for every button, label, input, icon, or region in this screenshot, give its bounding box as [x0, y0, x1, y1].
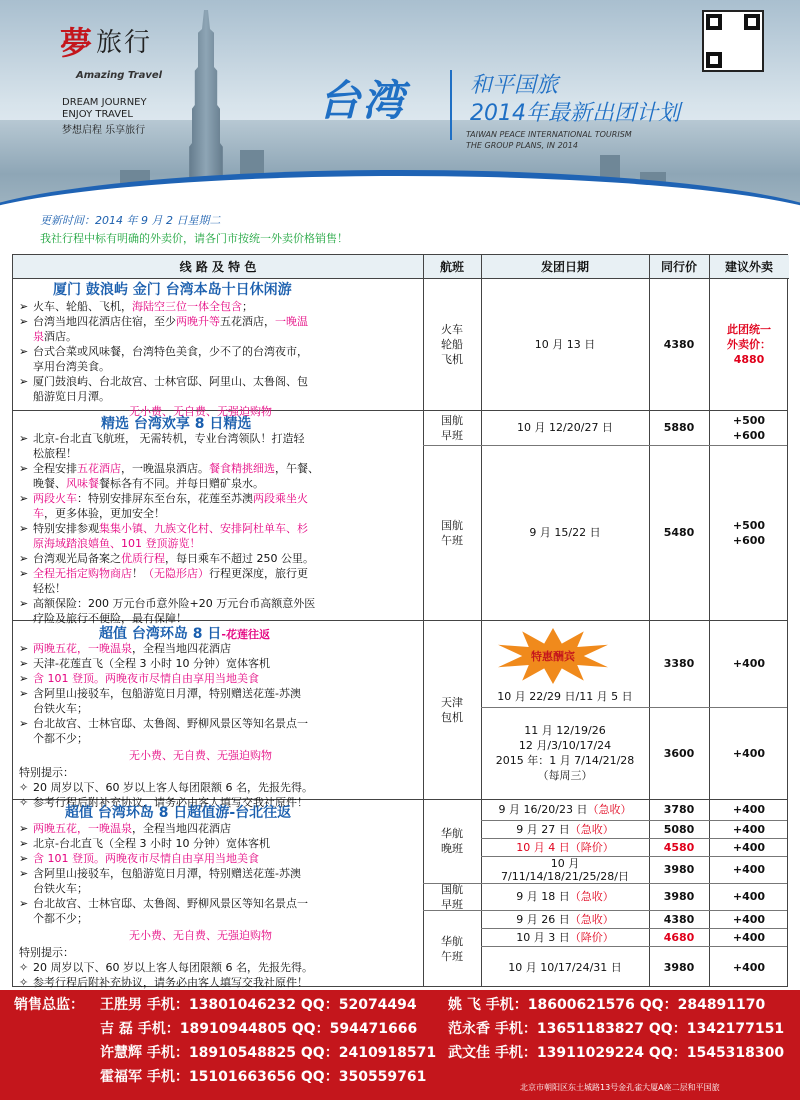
- contact-row: 武文佳 手机：13911029224 QQ：1545318300: [448, 1045, 785, 1061]
- route-4-dates-2: 9 月 27 日 （急收）: [516, 822, 614, 836]
- route-2-dates-2: 9 月 15/22 日: [529, 526, 601, 539]
- feature-line: ➢ 含阿里山接驳车，包船游览日月潭，特别赠送花莲-苏澳: [19, 687, 301, 700]
- tour-table: [12, 254, 788, 987]
- col-header-price: 同行价: [649, 255, 709, 279]
- col-header-flight: 航班: [423, 255, 481, 279]
- feature-line: ➢ 北京-台北直飞（全程 3 小时 10 分钟）宽体客机: [19, 837, 270, 850]
- feature-line: ➢ 两晚五花，一晚温泉，全程当地四花酒店: [19, 642, 231, 655]
- title-plan: 2014年最新出团计划: [470, 101, 680, 126]
- diamond-icon: ✧: [19, 961, 29, 974]
- title-region: 台湾: [318, 76, 407, 125]
- bullet-icon: ➢: [19, 552, 29, 565]
- route-3-tag: 无小费、无自费、无强迫购物: [129, 749, 272, 762]
- route-3-dates-1: 10 月 22/29 日/11 月 5 日: [497, 689, 633, 703]
- feature-line: ➢ 台北故宫、士林官邸、太鲁阁、野柳风景区等知名景点一: [19, 897, 308, 910]
- route-1-tag: 无小费、无自费、无强迫购物: [129, 405, 272, 418]
- route-2-price-1: 5880: [663, 421, 695, 434]
- feature-line: ➢ 含 101 登顶。两晚夜市尽情自由享用当地美食: [19, 852, 259, 865]
- route-4-sale-1: +400: [732, 803, 766, 816]
- route-3-price-2: 3600: [663, 746, 695, 760]
- bullet-icon: ➢: [19, 315, 29, 328]
- route-3-dates-2: 11 月 12/19/26 12 月/3/10/17/24 2015 年：1 月 7/14/21/28 （每周三）: [495, 724, 635, 782]
- route-1-title: 厦门 鼓浪屿 金门 台湾本岛十日休闲游: [53, 282, 292, 298]
- bullet-icon: ➢: [19, 432, 29, 445]
- route-3-sale-1: +400: [732, 657, 766, 670]
- route-2-title: 精选 台湾欢享 8 日精选: [101, 416, 252, 432]
- bullet-icon: ➢: [19, 672, 29, 685]
- route-2-sale-1: +500 +600: [732, 413, 766, 442]
- feature-line: ➢ 两晚五花，一晚温泉，全程当地四花酒店: [19, 822, 231, 835]
- promo-label: 特惠酬宾: [531, 650, 575, 663]
- feature-line: ➢ 全程安排五花酒店，一晚温泉酒店。餐食精挑细选，午餐、: [19, 462, 319, 475]
- route-4-price-4: 3980: [663, 863, 695, 876]
- bullet-icon: ➢: [19, 642, 29, 655]
- feature-line: ➢ 天津-花莲直飞（全程 3 小时 10 分钟）宽体客机: [19, 657, 270, 670]
- route-2-flight-1: 国航 早班: [441, 413, 463, 442]
- qr-code-icon: [702, 10, 764, 72]
- route-3-features: [19, 641, 419, 810]
- update-time: 更新时间：2014 年 9 月 2 日星期二: [40, 214, 221, 227]
- qr-corner: [706, 52, 722, 68]
- route-4-dates-5: 9 月 18 日 （急收）: [516, 890, 614, 903]
- route-4-price-1: 3780: [663, 803, 695, 816]
- route-4-sale-4: +400: [732, 863, 766, 876]
- feature-line: ➢ 全程无指定购物商店！（无隐形店）行程更深度，旅行更: [19, 567, 308, 580]
- company-address: 北京市朝阳区东土城路13号金孔雀大厦A座二层和平国旅: [520, 1083, 720, 1092]
- route-4-dates-6: 9 月 26 日 （急收）: [516, 912, 614, 926]
- bullet-icon: ➢: [19, 462, 29, 475]
- route-4-sale-8: +400: [732, 960, 766, 974]
- route-4-sale-2: +400: [732, 822, 766, 836]
- route-4-price-5: 3980: [663, 890, 695, 903]
- route-4-price-3: 4580: [663, 840, 695, 854]
- route-4-special-label: 特别提示：: [19, 946, 74, 959]
- special-line: ✧ 20 周岁以下、60 岁以上客人每团限额 6 名，先报先得。: [19, 961, 313, 974]
- qr-corner: [744, 14, 760, 30]
- feature-line: ➢ 火车、轮船、飞机，海陆空三位一体全包含；: [19, 300, 253, 313]
- feature-line: 原海域踏浪嬉鱼、101 登顶游览！: [33, 537, 201, 550]
- contact-row: 姚 飞 手机：18600621576 QQ：284891170: [448, 997, 766, 1013]
- director-label: 销售总监：: [14, 997, 84, 1013]
- feature-line: 疗险及旅行不便险，最有保障！: [33, 612, 187, 625]
- route-3-flight: 天津 包机: [441, 695, 463, 724]
- logo-text: 旅行: [96, 28, 153, 58]
- route-2-sale-2: +500 +600: [732, 518, 766, 547]
- diamond-icon: ✧: [19, 781, 29, 794]
- route-4-sale-3: +400: [732, 840, 766, 854]
- col-header-dates: 发团日期: [481, 255, 649, 279]
- feature-line: 晚餐、风味餐餐标各有不同。并每日赠矿泉水。: [33, 477, 264, 490]
- route-1-features: [19, 299, 419, 419]
- feature-line: 车，更多体验，更加安全！: [33, 507, 165, 520]
- route-4-tag: 无小费、无自费、无强迫购物: [129, 929, 272, 942]
- route-4-price-8: 3980: [663, 960, 695, 974]
- route-4-flight-1: 华航 晚班: [441, 827, 463, 855]
- col-header-route: 线 路 及 特 色: [13, 255, 423, 279]
- feature-line: ➢ 北京-台北直飞航班， 无需转机，专业台湾领队！打造轻: [19, 432, 305, 445]
- tagline-en-2: ENJOY TRAVEL: [62, 109, 133, 120]
- route-4-dates-3: 10 月 4 日 （降价）: [516, 840, 614, 854]
- feature-line: ➢ 台湾当地四花酒店住宿，至少两晚升等五花酒店，一晚温: [19, 315, 308, 328]
- route-4-sale-6: +400: [732, 912, 766, 926]
- route-3-sale-2: +400: [732, 746, 766, 760]
- route-3-price-1: 3380: [663, 657, 695, 670]
- diamond-icon: ✧: [19, 796, 29, 809]
- bullet-icon: ➢: [19, 492, 29, 505]
- bullet-icon: ➢: [19, 837, 29, 850]
- route-4-price-6: 4380: [663, 912, 695, 926]
- contact-row: 吉 磊 手机：18910944805 QQ：594471666: [100, 1021, 418, 1037]
- feature-line: 船游览日月潭。: [33, 390, 110, 403]
- special-line: ✧ 参考行程后附补充协议，请务必由客人填写交我社原件！: [19, 796, 308, 809]
- taipei-101-tower: [186, 10, 226, 200]
- feature-line: ➢ 厦门鼓浪屿、台北故宫、士林官邸、阿里山、太鲁阁、包: [19, 375, 308, 388]
- feature-line: 享用台湾美食。: [33, 360, 110, 373]
- bullet-icon: ➢: [19, 717, 29, 730]
- bullet-icon: ➢: [19, 597, 29, 610]
- feature-line: ➢ 含 101 登顶。两晚夜市尽情自由享用当地美食: [19, 672, 259, 685]
- route-4-dates-1: 9 月 16/20/23 日 （急收）: [498, 803, 632, 816]
- route-3-title: 超值 台湾环岛 8 日-花莲往返: [99, 626, 270, 642]
- feature-line: ➢ 特别安排参观集集小镇、九族文化村、安排阿杜单车、杉: [19, 522, 308, 535]
- feature-line: 松旅程！: [33, 447, 77, 460]
- contact-row: 范永香 手机：13651183827 QQ：1342177151: [448, 1021, 785, 1037]
- qr-corner: [706, 14, 722, 30]
- route-2-price-2: 5480: [663, 526, 695, 539]
- route-4-price-7: 4680: [663, 930, 695, 944]
- title-company: 和平国旅: [470, 73, 559, 98]
- feature-line: 泉酒店。: [33, 330, 77, 343]
- tagline-cn: 梦想启程 乐享旅行: [62, 125, 146, 136]
- route-3-special-label: 特别提示：: [19, 766, 74, 779]
- feature-line: ➢ 两段火车：特别安排屏东至台东，花莲至苏澳两段乘坐火: [19, 492, 308, 505]
- logo-english: Amazing Travel: [76, 70, 163, 81]
- route-1-flight: 火车 轮船 飞机: [441, 323, 463, 366]
- bullet-icon: ➢: [19, 522, 29, 535]
- feature-line: ➢ 台湾观光局备案之优质行程，每日乘车不超过 250 公里。: [19, 552, 314, 565]
- price-notice: 我社行程中标有明确的外卖价，请各门市按统一外卖价格销售！: [40, 232, 348, 245]
- route-4-dates-7: 10 月 3 日 （降价）: [516, 930, 614, 944]
- title-divider: [450, 70, 452, 140]
- feature-line: ➢ 台北故宫、士林官邸、太鲁阁、野柳风景区等知名景点一: [19, 717, 308, 730]
- bullet-icon: ➢: [19, 567, 29, 580]
- route-4-title: 超值 台湾环岛 8 日超值游-台北往返: [65, 805, 292, 821]
- bullet-icon: ➢: [19, 897, 29, 910]
- bullet-icon: ➢: [19, 375, 29, 388]
- route-2-features: [19, 431, 419, 626]
- feature-line: ➢ 含阿里山接驳车，包船游览日月潭，特别赠送花莲-苏澳: [19, 867, 301, 880]
- route-4-price-2: 5080: [663, 822, 695, 836]
- route-4-sale-7: +400: [732, 930, 766, 944]
- bullet-icon: ➢: [19, 657, 29, 670]
- contact-row: 王胜男 手机：13801046232 QQ：52074494: [100, 997, 417, 1013]
- route-4-features: [19, 821, 419, 990]
- contact-row: 许慧辉 手机：18910548825 QQ：2410918571: [100, 1045, 437, 1061]
- feature-line: 个都不少；: [33, 732, 88, 745]
- route-2-flight-2: 国航 午班: [441, 518, 463, 547]
- bullet-icon: ➢: [19, 687, 29, 700]
- feature-line: 台铁火车；: [33, 882, 88, 895]
- bullet-icon: ➢: [19, 345, 29, 358]
- special-line: ✧ 20 周岁以下、60 岁以上客人每团限额 6 名，先报先得。: [19, 781, 313, 794]
- feature-line: ➢ 台式合菜或风味餐，台湾特色美食，少不了的台湾夜市，: [19, 345, 308, 358]
- route-1-dates: 10 月 13 日: [534, 338, 596, 351]
- route-4-sale-5: +400: [732, 890, 766, 903]
- bullet-icon: ➢: [19, 300, 29, 313]
- special-line: ✧ 参考行程后附补充协议，请务必由客人填写交我社原件！: [19, 976, 308, 989]
- route-4-dates-4: 10 月 7/11/14/18/21/25/28/日: [501, 856, 629, 883]
- tagline-en-1: DREAM JOURNEY: [62, 97, 147, 108]
- feature-line: 轻松！: [33, 582, 66, 595]
- logo-icon: 夢: [60, 24, 93, 62]
- route-1-sale: 此团统一 外卖价： 4880: [727, 323, 771, 366]
- title-en-2: THE GROUP PLANS, IN 2014: [466, 141, 578, 150]
- title-en-1: TAIWAN PEACE INTERNATIONAL TOURISM: [466, 130, 632, 139]
- route-1-price: 4380: [663, 338, 695, 351]
- route-4-dates-8: 10 月 10/17/24/31 日: [508, 960, 622, 974]
- feature-line: 个都不少；: [33, 912, 88, 925]
- feature-line: 台铁火车；: [33, 702, 88, 715]
- feature-line: ➢ 高额保险：200 万元台币意外险+20 万元台币高额意外医: [19, 597, 316, 610]
- contact-row: 霍福军 手机：15101663656 QQ：350559761: [100, 1069, 427, 1085]
- bullet-icon: ➢: [19, 852, 29, 865]
- route-4-flight-2: 国航 早班: [441, 882, 463, 911]
- route-2-dates-1: 10 月 12/20/27 日: [517, 421, 613, 434]
- diamond-icon: ✧: [19, 976, 29, 989]
- bullet-icon: ➢: [19, 867, 29, 880]
- route-4-flight-3: 华航 午班: [441, 935, 463, 963]
- col-header-sale: 建议外卖: [709, 255, 789, 279]
- bullet-icon: ➢: [19, 822, 29, 835]
